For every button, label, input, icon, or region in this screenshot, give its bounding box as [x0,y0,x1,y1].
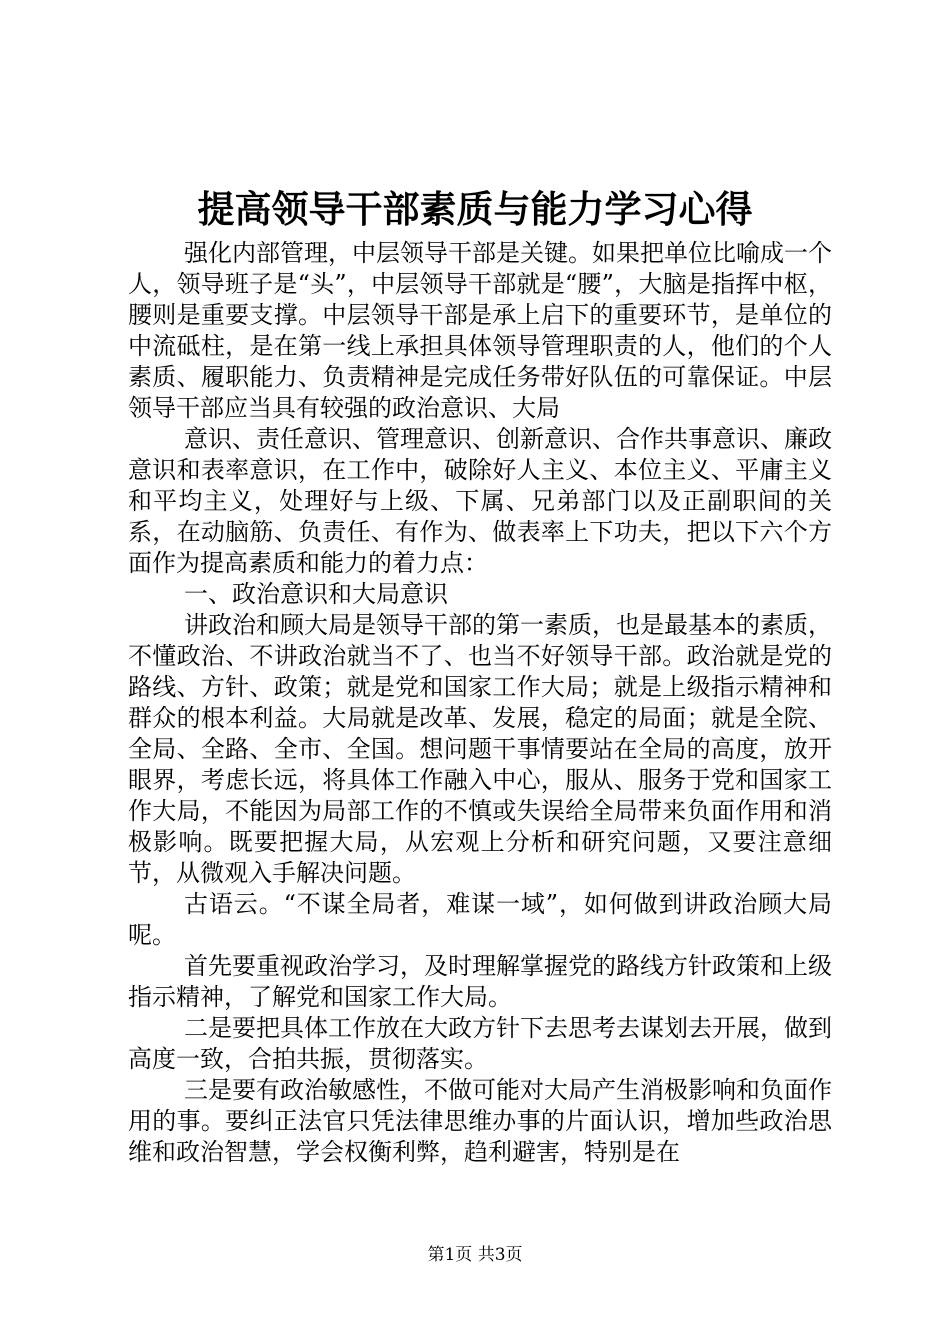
paragraph-awareness: 意识、责任意识、管理意识、创新意识、合作共事意识、廉政意识和表率意识，在工作中，破除好人主义、本位主义、平庸主义和平均主义，处理好与上级、下属、兄弟部门以及正副职间的关系，在动脑筋、负责任、有作为、做表率上下功夫，把以下六个方面作为提高素质和能力的着力点： [128,425,832,577]
document-body [128,238,832,1168]
paragraph-intro: 强化内部管理，中层领导干部是关键。如果把单位比喻成一个人，领导班子是“头”，中层领导干部就是“腰”，大脑是指挥中枢，腰则是重要支撑。中层领导干部是承上启下的重要环节，是单位的中流砥柱，是在第一线上承担具体领导管理职责的人，他们的个人素质、履职能力、负责精神是完成任务带好队伍的可靠保证。中层领导干部应当具有较强的政治意识、大局 [128,239,832,422]
section-heading-political: 一、政治意识和大局意识 [184,580,448,608]
document-title: 提高领导干部素质与能力学习心得 [197,187,753,231]
paragraph-proverb: 古语云。“不谋全局者，难谋一域”，如何做到讲政治顾大局呢。 [128,890,832,949]
paragraph-point-first: 首先要重视政治学习，及时理解掌握党的路线方针政策和上级指示精神，了解党和国家工作大局。 [128,952,832,1011]
paragraph-political-body: 讲政治和顾大局是领导干部的第一素质，也是最基本的素质，不懂政治、不讲政治就当不了、也当不好领导干部。政治就是党的路线、方针、政策；就是党和国家工作大局；就是上级指示精神和群众的根本利益。大局就是改革、发展，稳定的局面；就是全院、全局、全路、全市、全国。想问题干事情要站在全局的高度，放开眼界，考虑长远，将具体工作融入中心，服从、服务于党和国家工作大局，不能因为局部工作的不慎或失误给全局带来负面作用和消极影响。既要把握大局，从宏观上分析和研究问题，又要注意细节，从微观入手解决问题。 [128,611,832,887]
paragraph-point-second: 二是要把具体工作放在大政方针下去思考去谋划去开展，做到高度一致，合拍共振，贯彻落实。 [128,1014,832,1073]
page-number-footer: 第1页 共3页 [427,1245,523,1265]
paragraph-point-third: 三是要有政治敏感性，不做可能对大局产生消极影响和负面作用的事。要纠正法官只凭法律思维办事的片面认识，增加些政治思维和政治智慧，学会权衡利弊，趋利避害，特别是在 [128,1076,832,1166]
